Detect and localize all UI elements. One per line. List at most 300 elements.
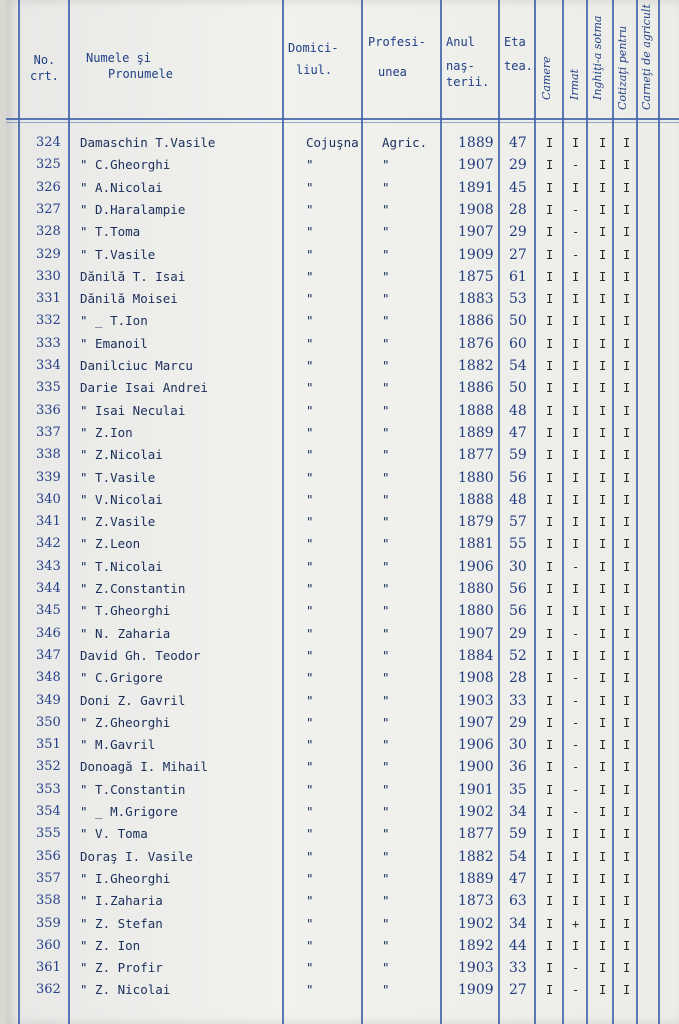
row-birthyear: 1907 [458,157,494,174]
row-mark-4: I [623,537,631,552]
row-domicile: " [306,335,314,351]
row-number: 347 [36,647,61,663]
row-mark-1: I [546,782,554,797]
row-number: 342 [36,536,61,552]
row-mark-1: I [546,693,554,708]
row-mark-4: I [623,782,631,797]
row-age: 59 [509,826,527,843]
row-number: 360 [36,937,61,953]
row-mark-3: I [599,381,607,396]
row-name: " C.Grigore [80,670,163,686]
row-mark-3: I [599,559,607,574]
row-mark-2: I [572,470,580,485]
row-number: 349 [36,692,61,708]
row-mark-2: I [572,938,580,953]
row-age: 29 [509,625,527,642]
table-row [6,803,679,825]
row-mark-1: I [546,648,554,663]
row-profession: " [382,625,390,641]
row-mark-2: - [572,805,580,819]
row-profession: " [382,424,390,440]
row-mark-1: I [546,849,554,864]
header-age-line2: tea. [504,59,533,73]
row-number: 356 [36,848,61,864]
table-row [6,825,679,847]
row-domicile: " [306,625,314,641]
row-mark-4: I [623,448,631,463]
row-age: 47 [509,870,527,887]
header-name [86,50,173,82]
row-profession: " [382,759,390,775]
row-mark-4: I [623,359,631,373]
row-age: 34 [509,804,527,820]
row-age: 30 [509,737,527,754]
row-birthyear: 1891 [458,179,494,196]
table-row [6,469,679,491]
row-mark-2: I [572,849,580,864]
table-row [6,312,679,334]
row-profession: " [382,826,390,842]
row-birthyear: 1879 [458,514,494,531]
row-domicile: " [306,358,314,373]
row-mark-2: - [572,559,580,574]
row-mark-1: I [546,961,554,976]
row-mark-4: I [623,760,631,775]
row-birthyear: 1883 [458,291,494,308]
row-mark-2: - [572,202,580,217]
row-number: 324 [36,135,61,150]
row-mark-1: I [546,827,554,842]
header-col-3-text: Inghiţi-a sotma [591,15,604,100]
row-mark-4: I [623,871,631,886]
row-number: 332 [36,313,61,329]
row-age: 28 [509,670,527,687]
row-number: 335 [36,380,61,396]
row-mark-2: - [572,715,580,730]
header-birthyear [446,34,489,90]
row-mark-3: I [599,715,607,730]
row-domicile: " [306,268,314,284]
row-name: Dănilă Moisei [80,291,178,307]
header-profession-line1: Profesi- [368,35,426,49]
row-mark-3: I [599,448,607,463]
row-profession: " [382,603,390,619]
row-domicile: " [306,157,314,173]
row-domicile: " [306,447,314,463]
row-name: Damaschin T.Vasile [80,135,216,150]
row-mark-2: - [572,693,580,708]
header-name-line1: Numele şi [86,51,152,65]
row-name: " T.Gheorghi [80,603,171,619]
row-birthyear: 1884 [458,647,494,664]
row-mark-2: I [572,582,580,596]
row-mark-3: I [599,693,607,708]
row-mark-1: I [546,292,554,307]
row-age: 56 [509,603,527,620]
row-birthyear: 1877 [458,447,494,464]
row-profession: " [382,358,390,373]
row-number: 352 [36,759,61,775]
row-domicile: " [306,380,314,396]
row-domicile: " [306,603,314,619]
row-profession: " [382,291,390,307]
row-mark-4: I [623,180,631,195]
row-name: " C.Gheorghi [80,157,171,173]
row-mark-1: I [546,492,554,507]
row-mark-2: - [572,782,580,797]
row-mark-3: I [599,515,607,530]
row-mark-2: I [572,871,580,886]
row-number: 340 [36,491,61,507]
row-domicile: " [306,558,314,574]
row-profession: " [382,915,390,931]
table-row [6,714,679,736]
row-age: 56 [509,469,527,486]
header-col-5-text: Carneţi de agricult [640,4,653,110]
row-mark-2: - [572,961,580,976]
table-row [6,892,679,914]
row-mark-3: I [599,492,607,507]
row-mark-1: I [546,515,554,530]
row-mark-1: I [546,916,554,931]
row-profession: " [382,870,390,886]
row-name: " Z. Stefan [80,915,163,931]
row-mark-4: I [623,827,631,842]
row-profession: " [382,313,390,329]
row-birthyear: 1873 [458,893,494,910]
row-birthyear: 1907 [458,625,494,642]
row-age: 61 [509,268,527,285]
row-mark-1: I [546,247,554,262]
row-mark-4: I [623,403,631,418]
row-age: 33 [509,692,527,709]
row-mark-3: I [599,849,607,864]
row-profession: " [382,335,390,351]
header-col-4 [616,26,629,110]
row-profession: " [382,781,390,797]
row-domicile: " [306,848,314,864]
row-mark-4: I [623,849,631,864]
header-age [504,34,533,74]
header-nr-line1: No. [33,53,56,67]
row-name: Danilciuc Marcu [80,358,193,373]
row-mark-3: I [599,916,607,931]
row-mark-2: I [572,136,580,150]
row-name: " M.Gavril [80,737,156,753]
table-row [6,268,679,290]
row-mark-3: I [599,336,607,351]
row-mark-4: I [623,961,631,976]
row-name: " V. Toma [80,826,148,842]
row-mark-1: I [546,871,554,886]
row-name: Doni Z. Gavril [80,692,186,708]
table-row [6,915,679,937]
row-mark-2: + [572,916,580,931]
row-mark-4: I [623,559,631,574]
row-mark-1: I [546,403,554,418]
row-domicile: " [306,670,314,686]
row-mark-3: I [599,671,607,686]
row-name: " T.Vasile [80,246,156,262]
row-age: 60 [509,335,527,352]
row-mark-4: I [623,693,631,708]
row-mark-4: I [623,247,631,262]
row-mark-3: I [599,805,607,819]
row-birthyear: 1909 [458,246,494,263]
row-age: 50 [509,313,527,330]
row-birthyear: 1880 [458,469,494,486]
row-name: " Z.Gheorghi [80,714,171,730]
table-row [6,379,679,401]
row-mark-1: I [546,537,554,552]
table-row [6,446,679,468]
row-profession: " [382,737,390,753]
table-row [6,870,679,892]
table-row [6,201,679,223]
header-col-4-text: Cotizaţi pentru [616,25,629,110]
row-mark-4: I [623,470,631,485]
row-birthyear: 1908 [458,201,494,218]
row-mark-2: - [572,983,580,998]
row-age: 53 [509,291,527,308]
row-mark-2: I [572,425,580,440]
row-age: 55 [509,536,527,553]
row-number: 331 [36,291,61,307]
table-row [6,625,679,647]
row-age: 27 [509,982,527,999]
row-age: 47 [509,135,527,151]
row-mark-1: I [546,158,554,173]
row-number: 334 [36,358,61,373]
row-domicile: " [306,514,314,530]
row-birthyear: 1903 [458,960,494,977]
row-mark-2: I [572,381,580,396]
row-mark-4: I [623,894,631,909]
row-mark-3: I [599,983,607,998]
row-name: " _ M.Grigore [80,804,178,819]
row-number: 341 [36,514,61,530]
row-mark-4: I [623,269,631,284]
row-mark-4: I [623,425,631,440]
row-mark-4: I [623,671,631,686]
row-mark-3: I [599,158,607,173]
row-mark-3: I [599,648,607,663]
row-mark-4: I [623,582,631,596]
row-mark-1: I [546,738,554,753]
row-mark-1: I [546,359,554,373]
row-age: 63 [509,893,527,910]
row-mark-3: I [599,359,607,373]
row-name: Donoagă I. Mihail [80,759,208,775]
header-domicile-line2: liul. [296,63,333,77]
table-row [6,848,679,870]
row-mark-3: I [599,269,607,284]
row-number: 362 [36,982,61,998]
row-mark-1: I [546,604,554,619]
row-number: 333 [36,335,61,351]
row-mark-1: I [546,470,554,485]
row-mark-1: I [546,136,554,150]
header-nr [30,52,59,84]
table-row [6,647,679,669]
row-profession: " [382,982,390,998]
row-profession: " [382,647,390,663]
row-number: 348 [36,670,61,686]
row-mark-2: I [572,604,580,619]
table-row [6,246,679,268]
row-mark-2: - [572,760,580,775]
table-row [6,424,679,446]
row-age: 52 [509,647,527,664]
row-name: Dănilă T. Isai [80,268,186,284]
row-name: " D.Haralampie [80,201,186,217]
header-divider [6,122,679,123]
row-profession: " [382,558,390,574]
row-mark-1: I [546,336,554,351]
row-mark-2: - [572,247,580,262]
row-mark-2: - [572,158,580,173]
row-profession: " [382,447,390,463]
header-birthyear-line2: naş- [446,59,475,73]
row-mark-1: I [546,938,554,953]
table-row [6,156,679,178]
header-col-5 [640,4,653,110]
row-age: 29 [509,224,527,241]
table-row [6,959,679,981]
row-name: " Z.Vasile [80,514,156,530]
row-domicile: Cojuşna [306,135,359,150]
row-profession: " [382,469,390,485]
table-row [6,535,679,557]
row-mark-2: - [572,671,580,686]
row-age: 59 [509,447,527,464]
row-name: " Z.Leon [80,536,141,552]
row-mark-2: I [572,894,580,909]
row-birthyear: 1888 [458,491,494,508]
row-mark-1: I [546,626,554,641]
row-mark-3: I [599,827,607,842]
row-number: 329 [36,246,61,262]
table-row [6,558,679,580]
row-birthyear: 1886 [458,380,494,397]
row-name: " I.Zaharia [80,893,163,909]
table-row [6,981,679,1003]
row-domicile: " [306,714,314,730]
table-row [6,223,679,245]
row-mark-3: I [599,403,607,418]
row-profession: " [382,402,390,418]
row-domicile: " [306,313,314,329]
row-number: 355 [36,826,61,842]
row-profession: " [382,670,390,686]
row-profession: Agric. [382,135,428,150]
table-row [6,513,679,535]
row-name: " Z.Constantin [80,581,186,596]
row-number: 361 [36,960,61,976]
row-number: 344 [36,581,61,596]
row-mark-3: I [599,537,607,552]
row-profession: " [382,491,390,507]
row-domicile: " [306,647,314,663]
row-domicile: " [306,224,314,240]
row-mark-4: I [623,136,631,150]
table-row [6,357,679,379]
row-age: 36 [509,759,527,776]
row-name: " Z.Ion [80,424,133,440]
row-birthyear: 1877 [458,826,494,843]
row-mark-4: I [623,202,631,217]
row-birthyear: 1902 [458,804,494,820]
row-number: 346 [36,625,61,641]
row-domicile: " [306,804,314,819]
row-mark-2: I [572,537,580,552]
row-name: " _ T.Ion [80,313,148,329]
row-number: 351 [36,737,61,753]
table-row [6,669,679,691]
row-profession: " [382,804,390,819]
row-age: 50 [509,380,527,397]
row-mark-3: I [599,604,607,619]
row-domicile: " [306,491,314,507]
row-profession: " [382,714,390,730]
row-mark-4: I [623,492,631,507]
row-number: 336 [36,402,61,418]
row-birthyear: 1876 [458,335,494,352]
row-number: 354 [36,804,61,819]
row-number: 330 [36,268,61,284]
header-col-3 [591,16,604,100]
row-age: 56 [509,581,527,597]
row-birthyear: 1907 [458,714,494,731]
row-mark-3: I [599,582,607,596]
row-profession: " [382,246,390,262]
header-col-2: Irmat [568,68,581,100]
row-birthyear: 1889 [458,135,494,151]
row-name: Doraş I. Vasile [80,848,193,864]
row-domicile: " [306,536,314,552]
table-row [6,402,679,424]
row-age: 33 [509,960,527,977]
row-mark-2: I [572,269,580,284]
row-birthyear: 1901 [458,781,494,798]
row-mark-2: I [572,314,580,329]
row-domicile: " [306,402,314,418]
row-domicile: " [306,982,314,998]
row-domicile: " [306,179,314,195]
header-divider [6,118,679,120]
row-mark-3: I [599,760,607,775]
row-mark-3: I [599,247,607,262]
row-birthyear: 1880 [458,603,494,620]
header-birthyear-line3: terii. [446,75,490,89]
row-birthyear: 1902 [458,915,494,932]
row-domicile: " [306,781,314,797]
row-name: " I.Gheorghi [80,870,171,886]
row-birthyear: 1880 [458,581,494,597]
row-mark-3: I [599,202,607,217]
row-mark-3: I [599,470,607,485]
row-domicile: " [306,759,314,775]
row-mark-1: I [546,269,554,284]
row-number: 326 [36,179,61,195]
row-mark-1: I [546,894,554,909]
table-row [6,758,679,780]
row-name: " V.Nicolai [80,491,163,507]
row-profession: " [382,380,390,396]
row-number: 339 [36,469,61,485]
row-mark-4: I [623,805,631,819]
row-mark-2: - [572,225,580,240]
